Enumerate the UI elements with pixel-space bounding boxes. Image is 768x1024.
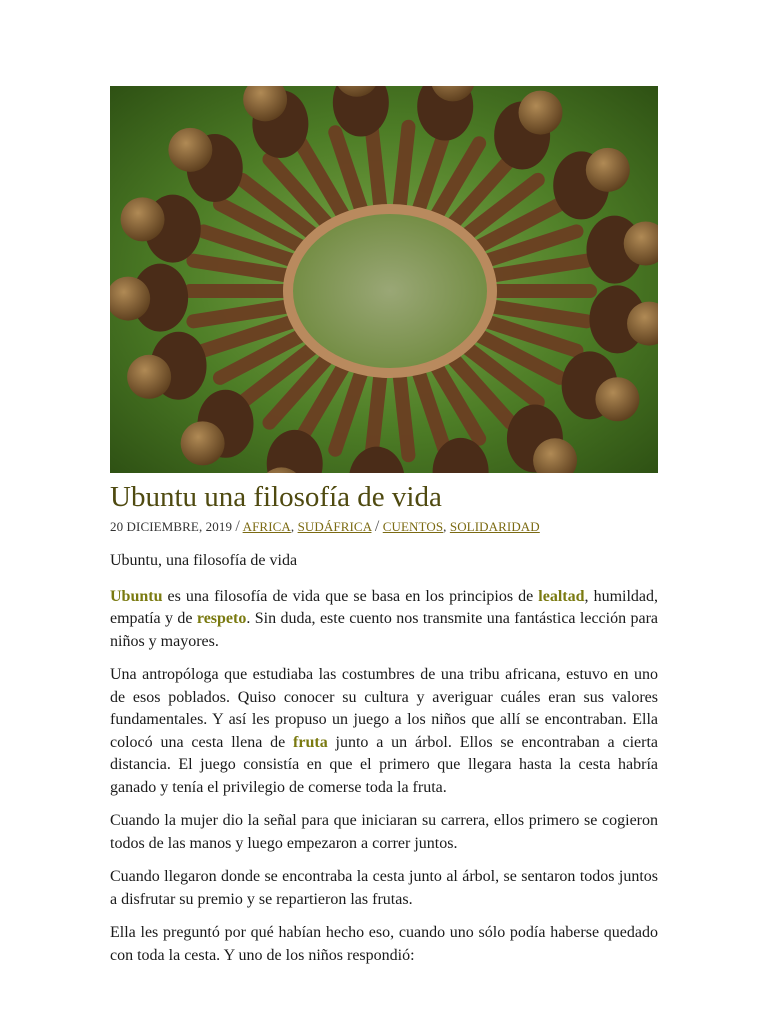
paragraph-text: Una antropóloga que estudiaba las costumbres de una tribu africana, estuvo en uno de esos poblados. Quiso conocer su cultura y averiguar cuáles eran sus valores fundamentales. Y así les propuso un juego a los niños que allí se encontraban. Ella colocó una cesta llena de	[110, 666, 658, 751]
leg-shape	[400, 127, 409, 208]
hero-image	[110, 86, 658, 473]
paragraph-text: , humildad, empatía y de	[110, 587, 659, 627]
paragraph-text: es una filosofía de vida que se basa en los principios de	[162, 587, 539, 605]
paragraph-1	[110, 586, 658, 654]
child-head-shape	[121, 197, 165, 241]
paragraph-text: . Sin duda, este cuento nos transmite una fantástica lección para niños y mayores.	[110, 610, 659, 650]
leg-shape	[372, 375, 381, 456]
highlight-lealtad: lealtad	[538, 587, 585, 605]
child-head-shape	[127, 355, 171, 399]
child-head-shape	[595, 377, 639, 421]
child-head-shape	[168, 128, 212, 172]
highlight-fruta: fruta	[293, 733, 328, 751]
paragraph-text: junto a un árbol. Ellos se encontraban a cierta distancia. El juego consistía en que el primero que llegara hasta la cesta habría ganado y tenía el privilegio de comerse toda la fruta.	[110, 733, 659, 796]
child-head-shape	[586, 148, 630, 192]
paragraph-4: Cuando llegaron donde se encontraba la cesta junto al árbol, se sentaron todos juntos a disfrutar su premio y se repartieron las frutas.	[110, 868, 658, 908]
leg-shape	[372, 127, 381, 208]
child-head-shape	[181, 421, 225, 465]
article-body	[110, 550, 658, 967]
meta-separator: /	[235, 518, 240, 535]
highlight-ubuntu: Ubuntu	[110, 587, 163, 605]
tag-link-solidaridad[interactable]: SOLIDARIDAD	[449, 519, 540, 534]
post-meta: 20 DICIEMBRE, 2019 / AFRICA, SUDÁFRICA / CUENTOS, SOLIDARIDAD	[110, 518, 540, 535]
category-link-africa[interactable]: AFRICA	[242, 519, 291, 534]
category-link-sudafrica[interactable]: SUDÁFRICA	[297, 519, 372, 534]
paragraph-2	[110, 664, 658, 799]
leg-shape	[400, 375, 409, 456]
highlight-respeto: respeto	[196, 610, 247, 627]
meta-separator: /	[374, 518, 380, 535]
child-head-shape	[519, 91, 563, 135]
tag-link-cuentos[interactable]: CUENTOS	[382, 519, 444, 534]
circle-center	[288, 209, 492, 373]
article	[110, 86, 658, 978]
page-title: Ubuntu una filosofía de vida	[110, 481, 442, 513]
paragraph-3: Cuando la mujer dio la señal para que iniciaran su carrera, ellos primero se cogieron todos de las manos y luego empezaron a correr juntos.	[110, 812, 658, 852]
paragraph-5: Ella les preguntó por qué habían hecho eso, cuando uno sólo podía haberse quedado con toda la cesta. Y uno de los niños respondió:	[110, 924, 658, 964]
post-date: 20 DICIEMBRE, 2019	[110, 519, 233, 534]
lead-paragraph: Ubuntu, una filosofía de vida	[110, 552, 298, 569]
